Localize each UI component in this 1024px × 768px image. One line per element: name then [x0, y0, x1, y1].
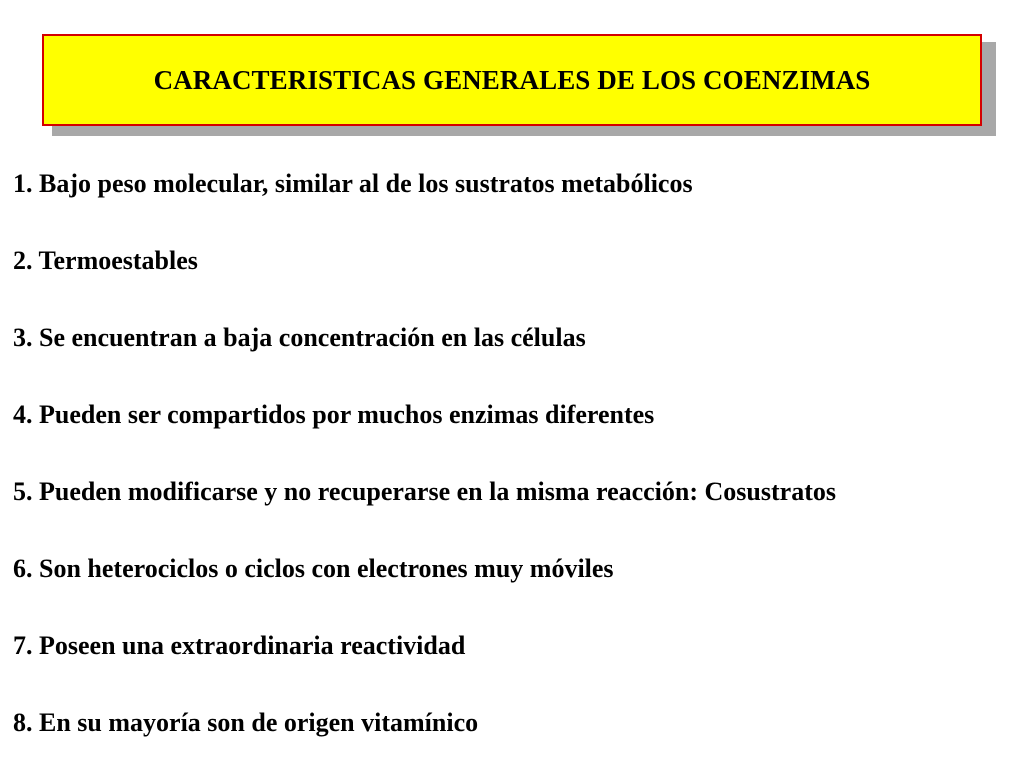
list-item: 1. Bajo peso molecular, similar al de los sustratos metabólicos [13, 169, 693, 198]
list-item: 4. Pueden ser compartidos por muchos enzimas diferentes [13, 400, 655, 429]
slide-title: CARACTERISTICAS GENERALES DE LOS COENZIMAS [153, 64, 871, 95]
title-box [42, 34, 982, 126]
list-item: 3. Se encuentran a baja concentración en las células [13, 323, 586, 352]
list-item: 2. Termoestables [13, 246, 198, 275]
list-item: 5. Pueden modificarse y no recuperarse en la misma reacción: Cosustratos [13, 477, 836, 506]
list-item: 7. Poseen una extraordinaria reactividad [13, 631, 466, 660]
list-item: 8. En su mayoría son de origen vitamínico [13, 708, 479, 737]
characteristics-list [13, 166, 836, 768]
list-item: 6. Son heterociclos o ciclos con electrones muy móviles [13, 554, 614, 583]
